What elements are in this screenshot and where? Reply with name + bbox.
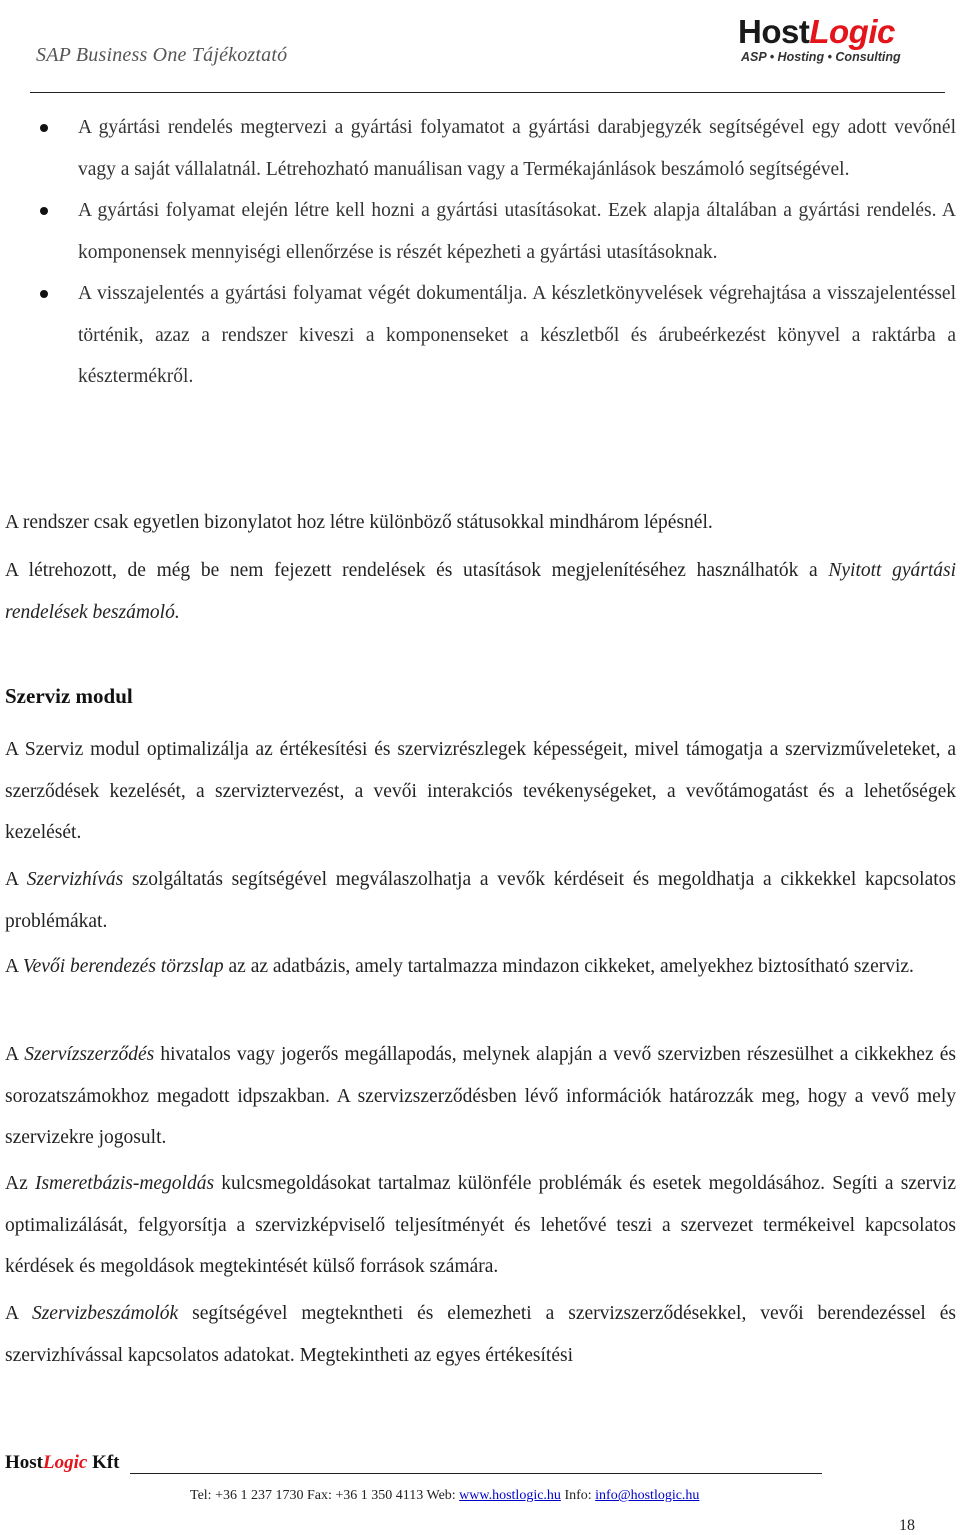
term-service-contract: Szervízszerződés <box>24 1044 155 1065</box>
bullet-text: A gyártási folyamat elején létre kell hozni a gyártási utasításokat. Ezek alapja általában a gyártási rendelés. A komponensek mennyiségi ellenőrzése is részét képezheti a gyártási utasításoknak. <box>78 200 956 263</box>
list-item <box>0 273 960 398</box>
paragraph-service-intro: A Szerviz modul optimalizálja az értékesítési és szervizrészlegek képességeit, mivel támogatja a szervizműveleteket, a szerződések kezelését, a szerviztervezést, a vevői interakciós tevékenységeket, a vevőtámogatást és a lehetőségek kezelését. <box>5 739 956 843</box>
logo-tagline: ASP • Hosting • Consulting <box>741 50 901 64</box>
header-divider <box>30 92 945 93</box>
term-service-call: Szervizhívás <box>26 869 124 890</box>
paragraph-open-orders: A létrehozott, de még be nem fejezett rendelések és utasítások megjelenítéséhez használhatók a Nyitott gyártási rendelések beszámoló. <box>5 560 957 623</box>
footer-divider <box>130 1473 822 1474</box>
paragraph-service-call: A Szervizhívás szolgáltatás segítségével megválaszolhatja a vevők kérdéseit és megoldhatja a cikkekkel kapcsolatos problémákat. <box>5 869 956 932</box>
document-title: SAP Business One Tájékoztató <box>36 44 288 66</box>
report-name: Nyitott gyártási rendelések beszámoló. <box>5 560 957 623</box>
page-number: 18 <box>899 1517 915 1534</box>
bullet-icon <box>40 290 48 298</box>
list-item <box>0 190 960 273</box>
section-heading: Szerviz modul <box>5 684 133 708</box>
bullet-text: A visszajelentés a gyártási folyamat végét dokumentálja. A készletkönyvelések végrehajtása a visszajelentéssel történik, azaz a rendszer kiveszi a komponenseket a készletből és árubeérkezést könyvel a raktárba a késztermékről. <box>78 283 956 387</box>
footer-company-name: HostLogic Kft <box>5 1452 120 1473</box>
website-link[interactable]: www.hostlogic.hu <box>459 1488 561 1503</box>
paragraph-service-reports: A Szervizbeszámolók segítségével megteknthet​i és elemezheti a szervizszerződésekkel, vevői berendezéssel és szervizhívással kapcsolatos adatokat. Megtekintheti az egyes értékesítési <box>5 1303 956 1366</box>
term-service-reports: Szervizbeszámolók <box>31 1303 179 1324</box>
bullet-icon <box>40 124 48 132</box>
paragraph-equipment-card: A Vevői berendezés törzslap az az adatbázis, amely tartalmazza mindazon cikkeket, amelyekhez biztosítható szerviz. <box>5 956 914 977</box>
email-link[interactable]: info@hostlogic.hu <box>595 1488 700 1503</box>
logo-host-text: Host <box>738 13 810 50</box>
hostlogic-logo <box>738 14 928 69</box>
list-item <box>0 107 960 190</box>
footer-contact: Tel: +36 1 237 1730 Fax: +36 1 350 4113 Web: www.hostlogic.hu Info: info@hostlogic.hu <box>190 1488 700 1503</box>
paragraph-knowledge-base: Az Ismeretbázis-megoldás kulcsmegoldásokat tartalmaz különféle problémák és esetek megoldásához. Segíti a szerviz optimalizálását, felgyorsítja a szervizképviselő teljesítményét és lehetővé teszi a szervezet termékeivel kapcsolatos kérdések és megoldások megtekintését külső források számára. <box>5 1173 957 1277</box>
bullet-icon <box>40 207 48 215</box>
paragraph-status: A rendszer csak egyetlen bizonylatot hoz létre különböző státusokkal mindhárom lépésnél. <box>5 512 713 533</box>
paragraph-service-contract: A Szervízszerződés hivatalos vagy jogerős megállapodás, melynek alapján a vevő szervizben részesülhet a cikkekhez és sorozatszámokhoz megadott idpszakban. A szervizszerződésben lévő információk határozzák meg, hogy a vevő mely szervizekre jogosult. <box>5 1044 957 1148</box>
term-knowledge-base: Ismeretbázis-megoldás <box>34 1173 215 1194</box>
bullet-list <box>0 107 960 398</box>
logo-logic-text: Logic <box>809 13 895 50</box>
bullet-text: A gyártási rendelés megtervezi a gyártási folyamatot a gyártási darabjegyzék segítségével egy adott vevőnél vagy a saját vállalatnál. Létrehozható manuálisan vagy a Termékajánlások beszámoló segítségével. <box>78 117 956 180</box>
term-equipment-card: Vevői berendezés törzslap <box>22 956 224 977</box>
